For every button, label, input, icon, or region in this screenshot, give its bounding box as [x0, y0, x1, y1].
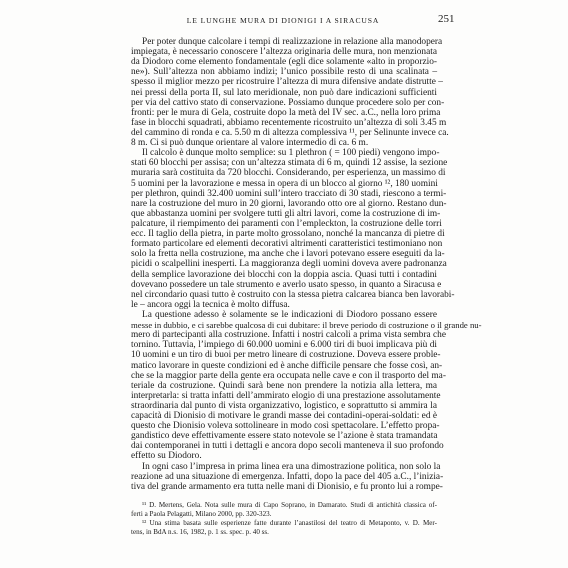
body-text [131, 37, 482, 492]
text-line: Per poter dunque calcolare i tempi di realizzazione in relazione alla manodopera [142, 37, 443, 47]
running-head: LE LUNGHE MURA DI DIONIGI I A SIRACUSA [186, 16, 380, 25]
text-line: fase in blocchi squadrati, abbiamo recentemente ricostruito un’altezza di soli 3.45 m [131, 117, 447, 128]
text-line: mero di partecipanti alla costruzione. Infatti i nostri calcoli a prima vista sembra che [131, 330, 446, 341]
text-line: tiva del grande armamento era tutta nelle mani di Dionisio, e fu pronto lui a rompe- [131, 481, 443, 492]
text-line: fronti: per le mura di Gela, costruite dopo la metà del IV sec. a.C., nella loro prima [131, 107, 441, 118]
text-line: effetto su Diodoro. [131, 451, 202, 462]
text-line: ne»). Sull’altezza non abbiamo indizi; l’unico possibile resto di una scalinata – [131, 67, 437, 78]
text-line: teriale da costruzione. Quindi sarà bene non prendere la notizia alla lettera, ma [131, 380, 437, 391]
text-line: palcature, il riempimento dei paramenti con l’empleckton, la costruzione delle torri [131, 218, 442, 229]
text-line: questo che Dionisio voleva sottolineare in modo così spettacolare. L’effetto propa- [131, 421, 440, 432]
text-line: del cammino di ronda e ca. 5.50 m di altezza complessiva ¹¹, per Selinunte invece ca. [131, 127, 449, 138]
footnote-line: ¹¹ D. Mertens, Gela. Nota sulle mura di Capo Soprano, in Damarato. Studi di antichità classica of- [142, 501, 437, 509]
text-line: formato particolare ed elementi decorativi altrimenti caratteristici testimoniano non [131, 239, 443, 250]
text-line: dai contemporanei in tutti i dettagli e ancora dopo secoli manteneva il suo profondo [131, 441, 444, 452]
text-line: La questione adesso è solamente se le indicazioni di Diodoro possano essere [142, 309, 437, 320]
footnote-line: ferti a Paola Pelagatti, Milano 2000, pp. 320-323. [131, 510, 272, 518]
text-line: ecc. Il taglio della pietra, in parte molto grossolano, nonché la mancanza di pietre di [131, 229, 445, 240]
text-line: nei pressi della porta II, sul lato meridionale, non può dare indicazioni sufficienti [131, 87, 437, 98]
text-line: che se la maggior parte della gente era occupata nelle cave e con il trasporto del ma- [131, 370, 446, 381]
footnotes [131, 501, 437, 537]
text-line: muraria sarà costituita da 720 blocchi. Considerando, per esperienza, un massimo di [131, 168, 446, 179]
text-line: gandistico deve effettivamente essere stato notevole se l’azione è stata tramandata [131, 431, 438, 442]
text-line: straordinaria dal punto di vista organizzativo, logistico, e soprattutto si ammira la [131, 400, 437, 411]
text-line: della semplice lavorazione dei blocchi con la doppia ascia. Quasi tutti i contadini [131, 269, 437, 280]
text-line: spesso il miglior mezzo per ricostruire l’altezza di mura difensive andate distrutte – [131, 77, 443, 88]
footnote-line: ¹² Una stima basata sulle esperienze fatte durante l’anastilosi del teatro di Metaponto, v. D. Mer- [142, 519, 437, 527]
text-line: 8 m. Ci si può dunque orientare al valore intermedio di ca. 6 m. [131, 138, 369, 149]
text-line: 10 uomini e un tiro di buoi per metro lineare di costruzione. Doveva essere proble- [131, 350, 441, 361]
text-line: matico lavorare in queste condizioni ed è anche difficile pensare che fosse così, an- [131, 360, 443, 371]
text-line: tornino. Tuttavia, l’impiego di 60.000 uomini e 6.000 tiri di buoi implicava più di [131, 340, 437, 351]
text-line: impiegata, è necessario conoscere l’altezza originaria delle mura, non menzionata [131, 47, 437, 58]
text-line: 5 uomini per la lavorazione e messa in opera di un blocco al giorno ¹², 180 uomini [131, 178, 438, 189]
text-line: reazione ad una situazione di emergenza. Infatti, dopo la pace del 405 a.C., l’inizia- [131, 471, 444, 482]
text-line: stati 60 blocchi per assisa; con un’altezza stimata di 6 m, quindi 12 assise, la sezione [131, 158, 448, 169]
text-line: solo la fretta nella costruzione, ma anche che i lavori potevano essere eseguiti da la- [131, 249, 445, 260]
text-line: messe in dubbio, e ci sarebbe qualcosa di cui dubitare: il breve periodo di costruzione o il grande nu- [131, 320, 482, 331]
text-line: nel circondario quasi tutto è costruito con la stessa pietra calcarea bianca ben lavorabi- [131, 289, 455, 300]
text-line: nare la costruzione del muro in 20 giorni, lavorando otto ore al giorno. Restano dun- [131, 198, 447, 209]
text-line: le – ancora oggi la tecnica è molto diffusa. [131, 299, 290, 310]
text-line: interpretarla: si tratta infatti dell’ammirato elogio di una prestazione assolutamente [131, 390, 441, 401]
text-line: que abbastanza uomini per svolgere tutti gli altri lavori, come la costruzione di im- [131, 208, 441, 219]
text-line: da Diodoro come elemento fondamentale (egli dice solamente «alto in proporzio- [131, 57, 437, 68]
text-line: Il calcolo è dunque molto semplice: su 1 plethron ( = 100 piedi) vengono impo- [142, 148, 440, 159]
page-number: 251 [438, 13, 455, 25]
text-line: per plethron, quindi 32.400 uomini sull’intero tracciato di 30 stadi, riescono a termi- [131, 188, 447, 199]
text-line: In ogni caso l’impresa in prima linea era una dimostrazione politica, non solo la [142, 461, 441, 472]
text-line: capacità di Dionisio di motivare le grandi masse dei contadini-operai-soldati: ed è [131, 411, 437, 422]
text-line: dovevano possedere un tale strumento e averlo usato spesso, in quanto a Siracusa e [131, 279, 442, 290]
footnote-line: tens, in BdA n.s. 16, 1982, p. 1 ss. spec. p. 40 ss. [131, 528, 269, 536]
text-line: picidi o scalpellini inesperti. La maggioranza degli uomini doveva avere padronanza [131, 259, 447, 270]
text-line: per via del cattivo stato di conservazione. Possiamo dunque procedere solo per con- [131, 97, 445, 108]
